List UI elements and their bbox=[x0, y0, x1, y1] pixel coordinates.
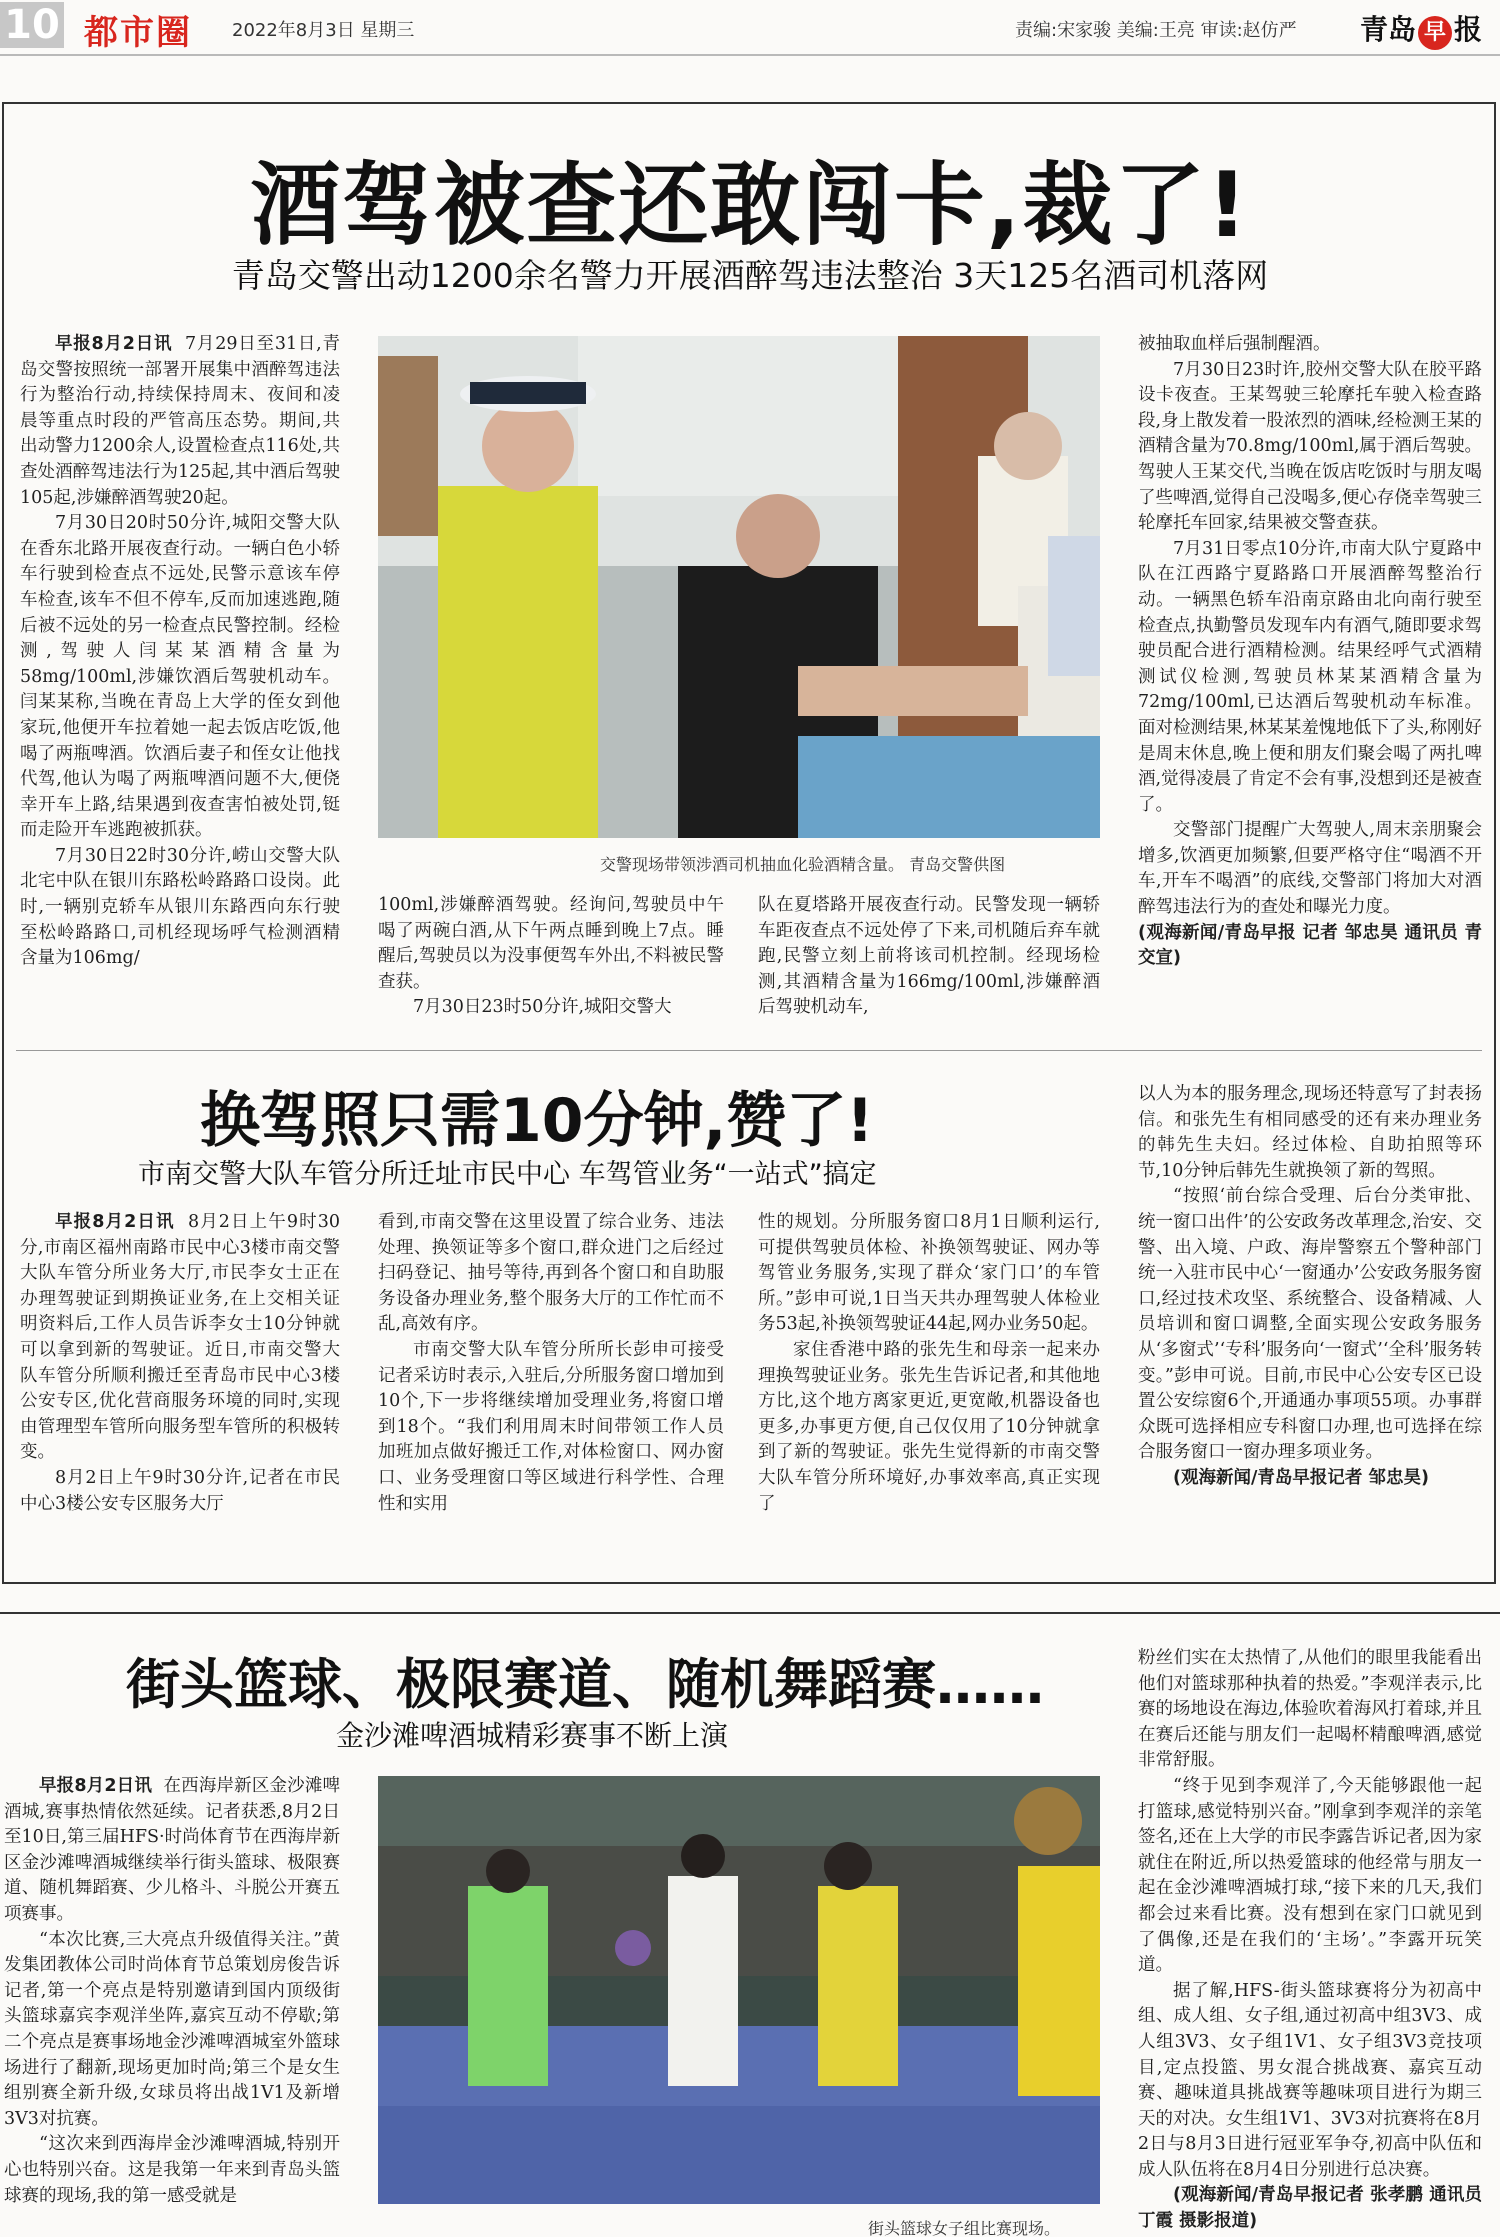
story1-paragraph: 7月30日23时50分许,城阳交警大 bbox=[413, 997, 672, 1018]
story3-paragraph: “这次来到西海岸金沙滩啤酒城,特别开心也特别兴奋。这是我第一年来到青岛头篮球赛的现场,我的第一感受就是 bbox=[4, 2134, 340, 2206]
story2-column-1 bbox=[20, 1210, 340, 1562]
street-basketball-photo bbox=[378, 1776, 1100, 2204]
story2-column-2 bbox=[378, 1210, 724, 1562]
page-number: 10 bbox=[0, 2, 64, 48]
story1-paragraph: 7月29日至31日,青岛交警按照统一部署开展集中酒醉驾违法行为整治行动,持续保持周末、夜间和凌晨等重点时段的严管高压态势。期间,共出动警力1200余人,设置检查点116处,共查处酒醉驾违法行为125起,其中酒后驾驶105起,涉嫌醉酒驾驶20起。 bbox=[20, 334, 340, 508]
story2-dateline: 早报8月2日讯 bbox=[55, 1212, 175, 1232]
story2-paragraph: 市南交警大队车管分所所长彭申可接受记者采访时表示,入驻后,分所服务窗口增加到10个,下一步将继续增加受理业务,将窗口增到18个。“我们利用周末时间带领工作人员加班加点做好搬迁工作,对体检窗口、网办窗口、业务受理窗口等区域进行科学性、合理性和实用 bbox=[378, 1339, 724, 1514]
paper-logo-left: 青岛 bbox=[1360, 13, 1417, 46]
story2-column-4 bbox=[1138, 1082, 1482, 1562]
paper-logo-right: 报 bbox=[1454, 13, 1483, 46]
story1-photo-caption: 交警现场带领涉酒司机抽血化验酒精含量。 青岛交警供图 bbox=[600, 855, 1006, 874]
story2-paragraph: 以人为本的服务理念,现场还特意写了封表扬信。和张先生有相同感受的还有来办理业务的韩先生夫妇。经过体检、自助拍照等环节,10分钟后韩先生就换领了新的驾照。 bbox=[1138, 1084, 1482, 1181]
story3-subheadline: 金沙滩啤酒城精彩赛事不断上演 bbox=[336, 1719, 729, 1752]
story1-photo bbox=[378, 336, 1100, 838]
story3-paragraph: 据了解,HFS-街头篮球赛将分为初高中组、成人组、女子组,通过初高中组3V3、成人组3V3、女子组1V1、女子组3V3竞技项目,定点投篮、男女混合挑战赛、嘉宾互动赛、趣味道具挑战赛等趣味项目进行为期三天的对决。女生组1V1、3V3对抗赛将在8月2日与8月3日进行冠亚军争夺,初高中队伍和成人队伍将在8月4日分别进行总决赛。 bbox=[1138, 1980, 1482, 2180]
story1-column-4 bbox=[1138, 332, 1482, 1034]
story3-dateline: 早报8月2日讯 bbox=[39, 1776, 153, 1796]
story2-column-3 bbox=[758, 1210, 1100, 1562]
story3-column-2 bbox=[1138, 1646, 1482, 2237]
story1-dateline: 早报8月2日讯 bbox=[55, 334, 173, 354]
story3-paragraph: 在西海岸新区金沙滩啤酒城,赛事热情依然延续。记者获悉,8月2日至10日,第三届HFS·时尚体育节在西海岸新区金沙滩啤酒城继续举行街头篮球、极限赛道、随机舞蹈赛、少儿格斗、斗脱公开赛五项赛事。 bbox=[4, 1776, 340, 1924]
story2-paragraph: 性的规划。分所服务窗口8月1日顺利运行,可提供驾驶员体检、补换领驾驶证、网办等驾管业务服务,实现了群众‘家门口’的车管所。”彭申可说,1日当天共办理驾驶人体检业务53起,补换领驾驶证44起,网办业务50起。 bbox=[758, 1212, 1100, 1335]
editor-credits: 责编:宋家骏 美编:王亮 审读:赵仿严 bbox=[1015, 20, 1297, 41]
story2-paragraph: 看到,市南交警在这里设置了综合业务、违法处理、换领证等多个窗口,群众进门之后经过扫码登记、抽号等待,再到各个窗口和自助服务设备办理业务,整个服务大厅的工作忙而不乱,高效有序。 bbox=[378, 1212, 724, 1335]
publication-date: 2022年8月3日 星期三 bbox=[232, 20, 415, 41]
story3-paragraph: 粉丝们实在太热情了,从他们的眼里我能看出他们对篮球那种执着的热爱。”李观洋表示,比赛的场地设在海边,体验吹着海风打着球,并且在赛后还能与朋友们一起喝杯精酿啤酒,感觉非常舒服。 bbox=[1138, 1648, 1482, 1771]
story2-credit: (观海新闻/青岛早报记者 邹忠昊) bbox=[1173, 1467, 1429, 1488]
section-title: 都市圈 bbox=[84, 13, 192, 53]
story1-paragraph: 100ml,涉嫌醉酒驾驶。经询问,驾驶员中午喝了两碗白酒,从下午两点睡到晚上7点。睡醒后,驾驶员以为没事便驾车外出,不料被民警查获。 bbox=[378, 895, 724, 992]
story2-subheadline: 市南交警大队车管分所迁址市民中心 车驾管业务“一站式”搞定 bbox=[138, 1159, 877, 1190]
story3-paragraph: “本次比赛,三大亮点升级值得关注。”黄发集团教体公司时尚体育节总策划房俊告诉记者,第一个亮点是特别邀请到国内顶级街头篮球嘉宾李观洋坐阵,嘉宾互动不停歇;第二个亮点是赛事场地金沙滩啤酒城室外篮球场进行了翻新,现场更加时尚;第三个是女生组别赛全新升级,女球员将出战1V1及新增3V3对抗赛。 bbox=[4, 1929, 340, 2129]
traffic-police-blood-test-photo bbox=[378, 336, 1100, 838]
story1-paragraph: 7月30日22时30分许,崂山交警大队北宅中队在银川东路松岭路路口设岗。此时,一辆别克轿车从银川东路西向东行驶至松岭路路口,司机经现场呼气检测酒精含量为106mg/ bbox=[20, 845, 340, 969]
story2-paragraph: 家住香港中路的张先生和母亲一起来办理换驾驶证业务。张先生告诉记者,和其他地方比,这个地方离家更近,更宽敞,机器设备也更多,办事更方便,自己仅仅用了10分钟就拿到了新的驾驶证。张先生觉得新的市南交警大队车管分所环境好,办事效率高,真正实现了 bbox=[758, 1339, 1100, 1514]
paper-logo-mark: 早 bbox=[1418, 16, 1452, 50]
story1-column-3 bbox=[758, 893, 1100, 1033]
story3-paragraph: “终于见到李观洋了,今天能够跟他一起打篮球,感觉特别兴奋。”刚拿到李观洋的亲笔签名,还在上大学的市民李露告诉记者,因为家就住在附近,所以热爱篮球的他经常与朋友一起在金沙滩啤酒城打球,“接下来的几天,我们都会过来看比赛。没有想到在家门口就见到了偶像,还是在我们的‘主场’。”李露开玩笑道。 bbox=[1138, 1775, 1482, 1976]
story2-paragraph: 8月2日上午9时30分许,记者在市民中心3楼公安专区服务大厅 bbox=[20, 1467, 340, 1514]
story1-column-2 bbox=[378, 893, 724, 1033]
story3-column-1 bbox=[4, 1774, 340, 2237]
paper-logo bbox=[1360, 8, 1482, 50]
story1-credit: (观海新闻/青岛早报 记者 邹忠昊 通讯员 青交宣) bbox=[1138, 922, 1482, 969]
story1-paragraph: 7月30日20时50分许,城阳交警大队在香东北路开展夜查行动。一辆白色小轿车行驶到检查点不远处,民警示意该车停车检查,该车不但不停车,反而加速逃跑,随后被不远处的另一检查点民警控制。经检测,驾驶人闫某某酒精含量为58mg/100ml,涉嫌饮酒后驾驶机动车。闫某某称,当晚在青岛上大学的侄女到他家玩,他便开车拉着她一起去饭店吃饭,他喝了两瓶啤酒。饮酒后妻子和侄女让他找代驾,他认为喝了两瓶啤酒问题不大,便侥幸开车上路,结果遇到夜查害怕被处罚,铤而走险开车逃跑被抓获。 bbox=[20, 513, 340, 841]
story3-credit: (观海新闻/青岛早报记者 张孝鹏 通讯员 丁霞 摄影报道) bbox=[1138, 2185, 1482, 2232]
story3-headline: 街头篮球、极限赛道、随机舞蹈赛…… bbox=[126, 1653, 1044, 1716]
story1-paragraph: 被抽取血样后强制醒酒。 bbox=[1138, 334, 1331, 354]
story1-subheadline: 青岛交警出动1200余名警力开展酒醉驾违法整治 3天125名酒司机落网 bbox=[231, 256, 1269, 295]
page-header bbox=[0, 0, 1500, 56]
story2-headline: 换驾照只需10分钟,赞了! bbox=[200, 1086, 874, 1156]
story1-paragraph: 交警部门提醒广大驾驶人,周末亲朋聚会增多,饮酒更加频繁,但要严格守住“喝酒不开车,开车不喝酒”的底线,交警部门将加大对酒醉驾违法行为的查处和曝光力度。 bbox=[1138, 820, 1482, 918]
story3-photo bbox=[378, 1776, 1100, 2204]
story1-paragraph: 7月30日23时许,胶州交警大队在胶平路设卡夜查。王某驾驶三轮摩托车驶入检查路段,身上散发着一股浓烈的酒味,经检测王某的酒精含量为70.8mg/100ml,属于酒后驾驶。驾驶人王某交代,当晚在饭店吃饭时与朋友喝了些啤酒,觉得自己没喝多,便心存侥幸驾驶三轮摩托车回家,结果被交警查获。 bbox=[1138, 359, 1482, 534]
story1-column-1 bbox=[20, 332, 340, 1032]
story3-photo-caption: 街头篮球女子组比赛现场。 bbox=[868, 2219, 1061, 2237]
story2-paragraph: 8月2日上午9时30分,市南区福州南路市民中心3楼市南交警大队车管分所业务大厅,市民李女士正在办理驾驶证到期换证业务,在上交相关证明资料后,工作人员告诉李女士10分钟就可以拿到新的驾驶证。近日,市南交警大队车管分所顺利搬迁至青岛市民中心3楼公安专区,优化营商服务环境的同时,实现由管理型车管所向服务型车管所的积极转变。 bbox=[20, 1212, 340, 1463]
story1-headline: 酒驾被查还敢闯卡,裁了! bbox=[250, 153, 1250, 258]
story-divider bbox=[16, 1050, 1482, 1051]
story1-paragraph: 队在夏塔路开展夜查行动。民警发现一辆轿车距夜查点不远处停了下来,司机随后弃车就跑,民警立刻上前将该司机控制。经现场检测,其酒精含量为166mg/100ml,涉嫌醉酒后驾驶机动车, bbox=[758, 895, 1100, 1018]
story2-paragraph: “按照‘前台综合受理、后台分类审批、统一窗口出件’的公安政务改革理念,治安、交警、出入境、户政、海岸警察五个警种部门统一入驻市民中心‘一窗通办’公安政务服务窗口,经过技术攻坚、系统整合、设备精减、人员培训和窗口调整,全面实现公安政务服务从‘多窗式’‘专科’服务向‘一窗式’‘全科’服务转变。”彭申可说。目前,市民中心公安专区已设置公安综窗6个,开通通办事项55项。办事群众既可选择相应专科窗口办理,也可选择在综合服务窗口一窗办理多项业务。 bbox=[1138, 1186, 1482, 1463]
story1-paragraph: 7月31日零点10分许,市南大队宁夏路中队在江西路宁夏路路口开展酒醉驾整治行动。一辆黑色轿车沿南京路由北向南行驶至检查点,执勤警员发现车内有酒气,随即要求驾驶员配合进行酒精检测。结果经呼气式酒精测试仪检测,驾驶员林某某酒精含量为72mg/100ml,已达酒后驾驶机动车标准。面对检测结果,林某某羞愧地低下了头,称刚好是周末休息,晚上便和朋友们聚会喝了两扎啤酒,觉得凌晨了肯定不会有事,没想到还是被查了。 bbox=[1138, 538, 1482, 815]
